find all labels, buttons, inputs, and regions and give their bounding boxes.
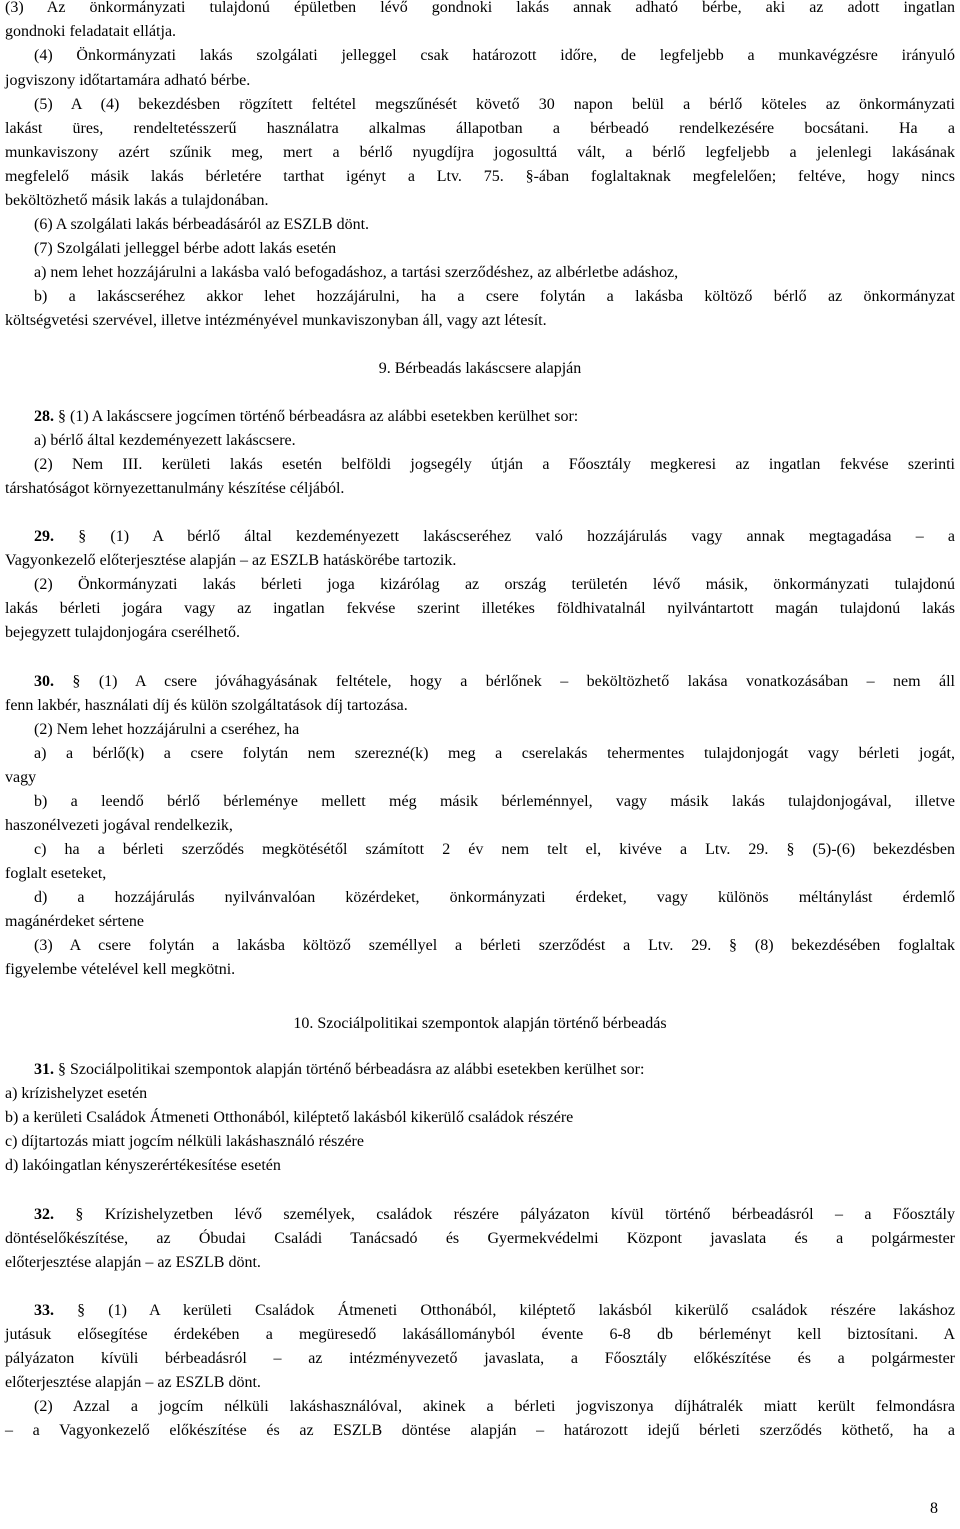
text-line: (2) Nem lehet hozzájárulni a cseréhez, ha: [34, 721, 300, 738]
text-line: munkaviszony azért szűnik meg, mert a bérlő nyugdíjra jogosulttá vált, a bérlő legfeljebb a jelenlegi lakásának: [5, 144, 955, 161]
text-line: (2) Önkormányzati lakás bérleti joga kizárólag az ország területén lévő másik, önkormányzati tulajdonú: [34, 576, 955, 593]
page-number: 8: [930, 1500, 938, 1517]
text-line: jutásuk elősegítése érdekében a megüresedő lakásállományból évente 6-8 db bérleményt kell biztosítani. A: [5, 1326, 955, 1343]
paragraph-30: 30. § (1) A csere jóváhagyásának feltétele, hogy a bérlőnek – beköltözhető lakása vonatkozásában – nem áll: [34, 673, 955, 690]
text-line: (2) Nem III. kerületi lakás esetén belföldi jogsegély útján a Főosztály megkeresi az ingatlan fekvése szerinti: [34, 456, 955, 473]
text-line: foglalt eseteket,: [5, 865, 107, 882]
list-item: d) lakóingatlan kényszerértékesítése esetén: [5, 1157, 281, 1174]
text-line: pályázaton kívüli bérbeadásról – az intézményvezető javaslata, a Főosztály előkészítése és a polgármester: [5, 1350, 955, 1367]
text-line: (3) A csere folytán a lakásba költöző személlyel a bérleti szerződést a Ltv. 29. § (8) bekezdésében foglaltak: [34, 937, 955, 954]
text-line: lakás bérleti jogára vagy az ingatlan fekvése szerint illetékes földhivatalnál nyilvántartott magán tulajdonú lakás: [5, 600, 955, 617]
paragraph-number: 30.: [34, 673, 54, 690]
text-line: – a Vagyonkezelő előkészítése és az ESZLB döntése alapján – határozott idejű bérleti szerződés köthető, ha a: [5, 1422, 955, 1439]
text-line: lakást üres, rendeltetésszerű használatra alkalmas állapotban a bérbeadó rendelkezésére bocsátani. Ha a: [5, 120, 955, 137]
text-line: megfelelő másik lakás bérletére tarthat igényt a Ltv. 75. §-ában foglaltaknak megfelelően; feltéve, hogy nincs: [5, 168, 955, 185]
section-heading: 9. Bérbeadás lakáscsere alapján: [378, 360, 582, 377]
text-line: vagy: [5, 769, 37, 786]
text-line: (3) Az önkormányzati tulajdonú épületben lévő gondnoki lakás annak adható bérbe, aki az adott ingatlan: [5, 0, 955, 16]
paragraph-number: 28.: [34, 408, 54, 425]
paragraph-29: 29. § (1) A bérlő által kezdeményezett lakáscseréhez való hozzájárulás vagy annak megtagadása – a: [34, 528, 955, 545]
text-line: döntéselőkészítése, az Óbudai Családi Tanácsadó és Gyermekvédelmi Központ javaslata és a polgármester: [5, 1230, 955, 1247]
text-line: a) bérlő által kezdeményezett lakáscsere.: [34, 432, 296, 449]
text-line: (2) Azzal a jogcím nélküli lakáshasználóval, akinek a bérleti jogviszonya díjhátralék miatt került felmondásra: [34, 1398, 955, 1415]
text-line: beköltözhető másik lakás a tulajdonában.: [5, 192, 269, 209]
paragraph-31: 31. § Szociálpolitikai szempontok alapján történő bérbeadásra az alábbi esetekben kerülhet sor:: [34, 1061, 645, 1078]
text-line: fenn lakbér, használati díj és külön szolgáltatások díj tartozása.: [5, 697, 408, 714]
list-item: c) díjtartozás miatt jogcím nélküli lakáshasználó részére: [5, 1133, 364, 1150]
paragraph-number: 33.: [34, 1302, 54, 1319]
paragraph-32: 32. § Krízishelyzetben lévő személyek, családok részére pályázaton kívül történő bérbeadásról – a Főosztály: [34, 1206, 955, 1223]
text-line: figyelembe vételével kell megkötni.: [5, 961, 236, 978]
text-line: (6) A szolgálati lakás bérbeadásáról az ESZLB dönt.: [34, 216, 370, 233]
text-line: költségvetési szervével, illetve intézményével munkaviszonyban áll, vagy azt létesít.: [5, 312, 547, 329]
text-line: Vagyonkezelő előterjesztése alapján – az ESZLB hatáskörébe tartozik.: [5, 552, 457, 569]
list-item: a) krízishelyzet esetén: [5, 1085, 148, 1102]
text-line: c) ha a bérleti szerződés megkötésétől számított 2 év nem telt el, kivéve a Ltv. 29. § (5)-(6) bekezdésben: [34, 841, 955, 858]
text-line: (7) Szolgálati jelleggel bérbe adott lakás esetén: [34, 240, 337, 257]
text-line: b) a lakáscseréhez akkor lehet hozzájárulni, ha a csere folytán a lakásba költöző bérlő az önkormányzat: [34, 288, 955, 305]
paragraph-33: 33. § (1) A kerületi Családok Átmeneti Otthonából, kiléptető lakásból kikerülő családok részére lakáshoz: [34, 1302, 955, 1319]
text-line: haszonélvezeti jogával rendelkezik,: [5, 817, 233, 834]
text-line: gondnoki feladatait ellátja.: [5, 23, 177, 40]
text-line: előterjesztése alapján – az ESZLB dönt.: [5, 1254, 261, 1271]
text-line: bejegyzett tulajdonjogára cserélhető.: [5, 624, 241, 641]
paragraph-number: 29.: [34, 528, 54, 545]
text-line: előterjesztése alapján – az ESZLB dönt.: [5, 1374, 261, 1391]
text-line: d) a hozzájárulás nyilvánvalóan közérdeket, önkormányzati érdeket, vagy különös méltánylást érdemlő: [34, 889, 955, 906]
paragraph-number: 31.: [34, 1061, 54, 1078]
list-item: b) a kerületi Családok Átmeneti Otthonából, kiléptető lakásból kikerülő családok részére: [5, 1109, 574, 1126]
paragraph-number: 32.: [34, 1206, 54, 1223]
text-line: (4) Önkormányzati lakás szolgálati jelleggel csak határozott időre, de legfeljebb a munkavégzésre irányuló: [34, 47, 955, 64]
paragraph-28: 28. § (1) A lakáscsere jogcímen történő bérbeadásra az alábbi esetekben kerülhet sor:: [34, 408, 579, 425]
text-line: a) nem lehet hozzájárulni a lakásba való befogadáshoz, a tartási szerződéshez, az albérletbe adáshoz,: [34, 264, 679, 281]
text-line: (5) A (4) bekezdésben rögzített feltétel megszűnését követő 30 napon belül a bérlő köteles az önkormányzati: [34, 96, 955, 113]
text-line: jogviszony időtartamára adható bérbe.: [5, 72, 251, 89]
text-line: társhatóságot környezettanulmány készítése céljából.: [5, 480, 345, 497]
section-heading: 10. Szociálpolitikai szempontok alapján történő bérbeadás: [293, 1015, 667, 1032]
text-line: b) a leendő bérlő bérleménye mellett még másik bérleménnyel, vagy másik lakás tulajdonjogával, illetve: [34, 793, 955, 810]
text-line: magánérdeket sértene: [5, 913, 145, 930]
text-line: a) a bérlő(k) a csere folytán nem szerezné(k) meg a cserelakás tehermentes tulajdonjogát vagy bérleti jogát,: [34, 745, 955, 762]
